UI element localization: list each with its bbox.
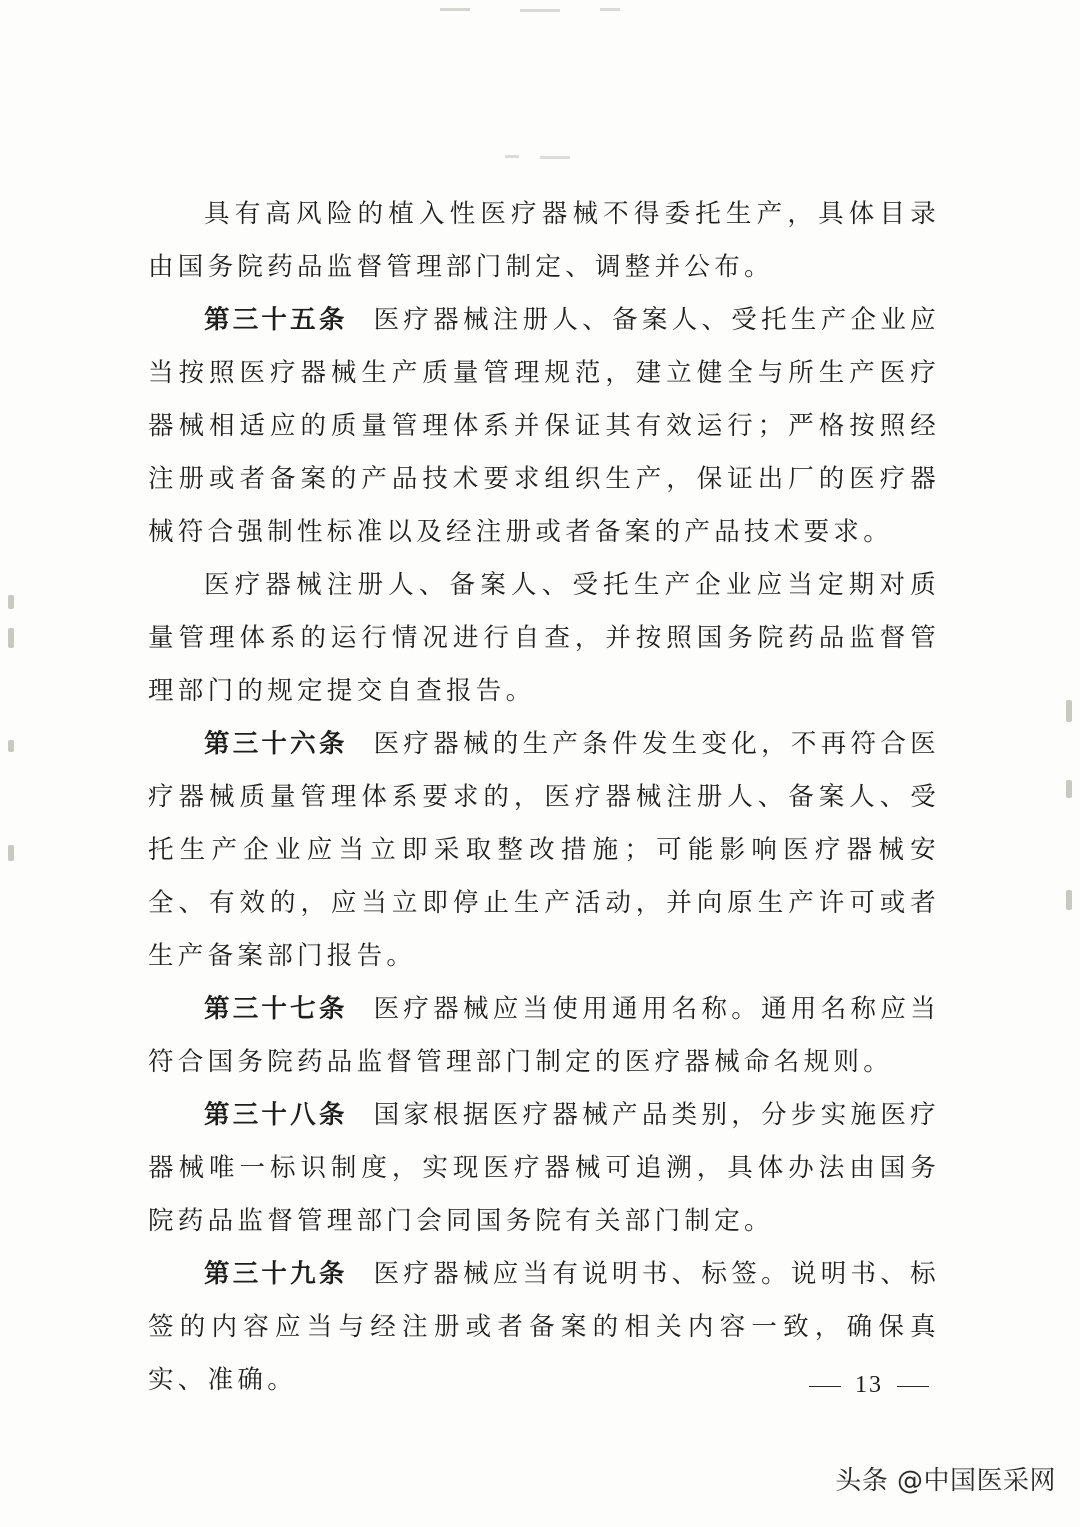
article-number: 第三十五条	[204, 305, 348, 335]
paragraph-text: 具有高风险的植入性医疗器械不得委托生产，具体目录由国务院药品监督管理部门制定、调整并公布。	[148, 199, 940, 282]
paragraph	[148, 188, 940, 294]
article-number: 第三十七条	[204, 994, 348, 1024]
paragraph-text: 医疗器械的生产条件发生变化，不再符合医疗器械质量管理体系要求的，医疗器械注册人、备案人、受托生产企业应当立即采取整改措施；可能影响医疗器械安全、有效的，应当立即停止生产活动，并向原生产许可或者生产备案部门报告。	[148, 729, 940, 971]
paragraph-text: 国家根据医疗器械产品类别，分步实施医疗器械唯一标识制度，实现医疗器械可追溯，具体办法由国务院药品监督管理部门会同国务院有关部门制定。	[148, 1100, 940, 1236]
article-number: 第三十六条	[204, 729, 348, 759]
scan-edge-mark	[1066, 700, 1072, 722]
paragraph-text: 医疗器械注册人、备案人、受托生产企业应当按照医疗器械生产质量管理规范，建立健全与所生产医疗器械相适应的质量管理体系并保证其有效运行；严格按照经注册或者备案的产品技术要求组织生产，保证出厂的医疗器械符合强制性标准以及经注册或者备案的产品技术要求。	[148, 305, 940, 547]
scan-edge-mark	[1066, 780, 1072, 798]
article-number: 第三十九条	[204, 1259, 348, 1289]
watermark: 头条 @中国医采网	[835, 1466, 1056, 1496]
document-body	[148, 188, 940, 1407]
scan-edge-mark	[8, 845, 14, 861]
page-number-value: 13	[855, 1372, 883, 1398]
dash-right	[897, 1386, 929, 1388]
paragraph-text: 医疗器械应当使用通用名称。通用名称应当符合国务院药品监督管理部门制定的医疗器械命名规则。	[148, 994, 940, 1077]
page-number	[795, 1372, 943, 1399]
article-36	[148, 718, 940, 983]
scan-artifacts	[0, 0, 1080, 200]
article-35	[148, 294, 940, 559]
paragraph	[148, 559, 940, 718]
article-38	[148, 1089, 940, 1248]
article-37	[148, 983, 940, 1089]
paragraph-text: 医疗器械注册人、备案人、受托生产企业应当定期对质量管理体系的运行情况进行自查，并按照国务院药品监督管理部门的规定提交自查报告。	[148, 570, 940, 706]
scan-edge-mark	[8, 595, 14, 609]
article-number: 第三十八条	[204, 1100, 348, 1130]
scan-edge-mark	[8, 740, 14, 752]
scan-edge-mark	[1066, 890, 1072, 910]
paragraph-text: 医疗器械应当有说明书、标签。说明书、标签的内容应当与经注册或者备案的相关内容一致，确保真实、准确。	[148, 1259, 940, 1395]
dash-left	[809, 1386, 841, 1388]
scan-edge-mark	[8, 628, 14, 648]
